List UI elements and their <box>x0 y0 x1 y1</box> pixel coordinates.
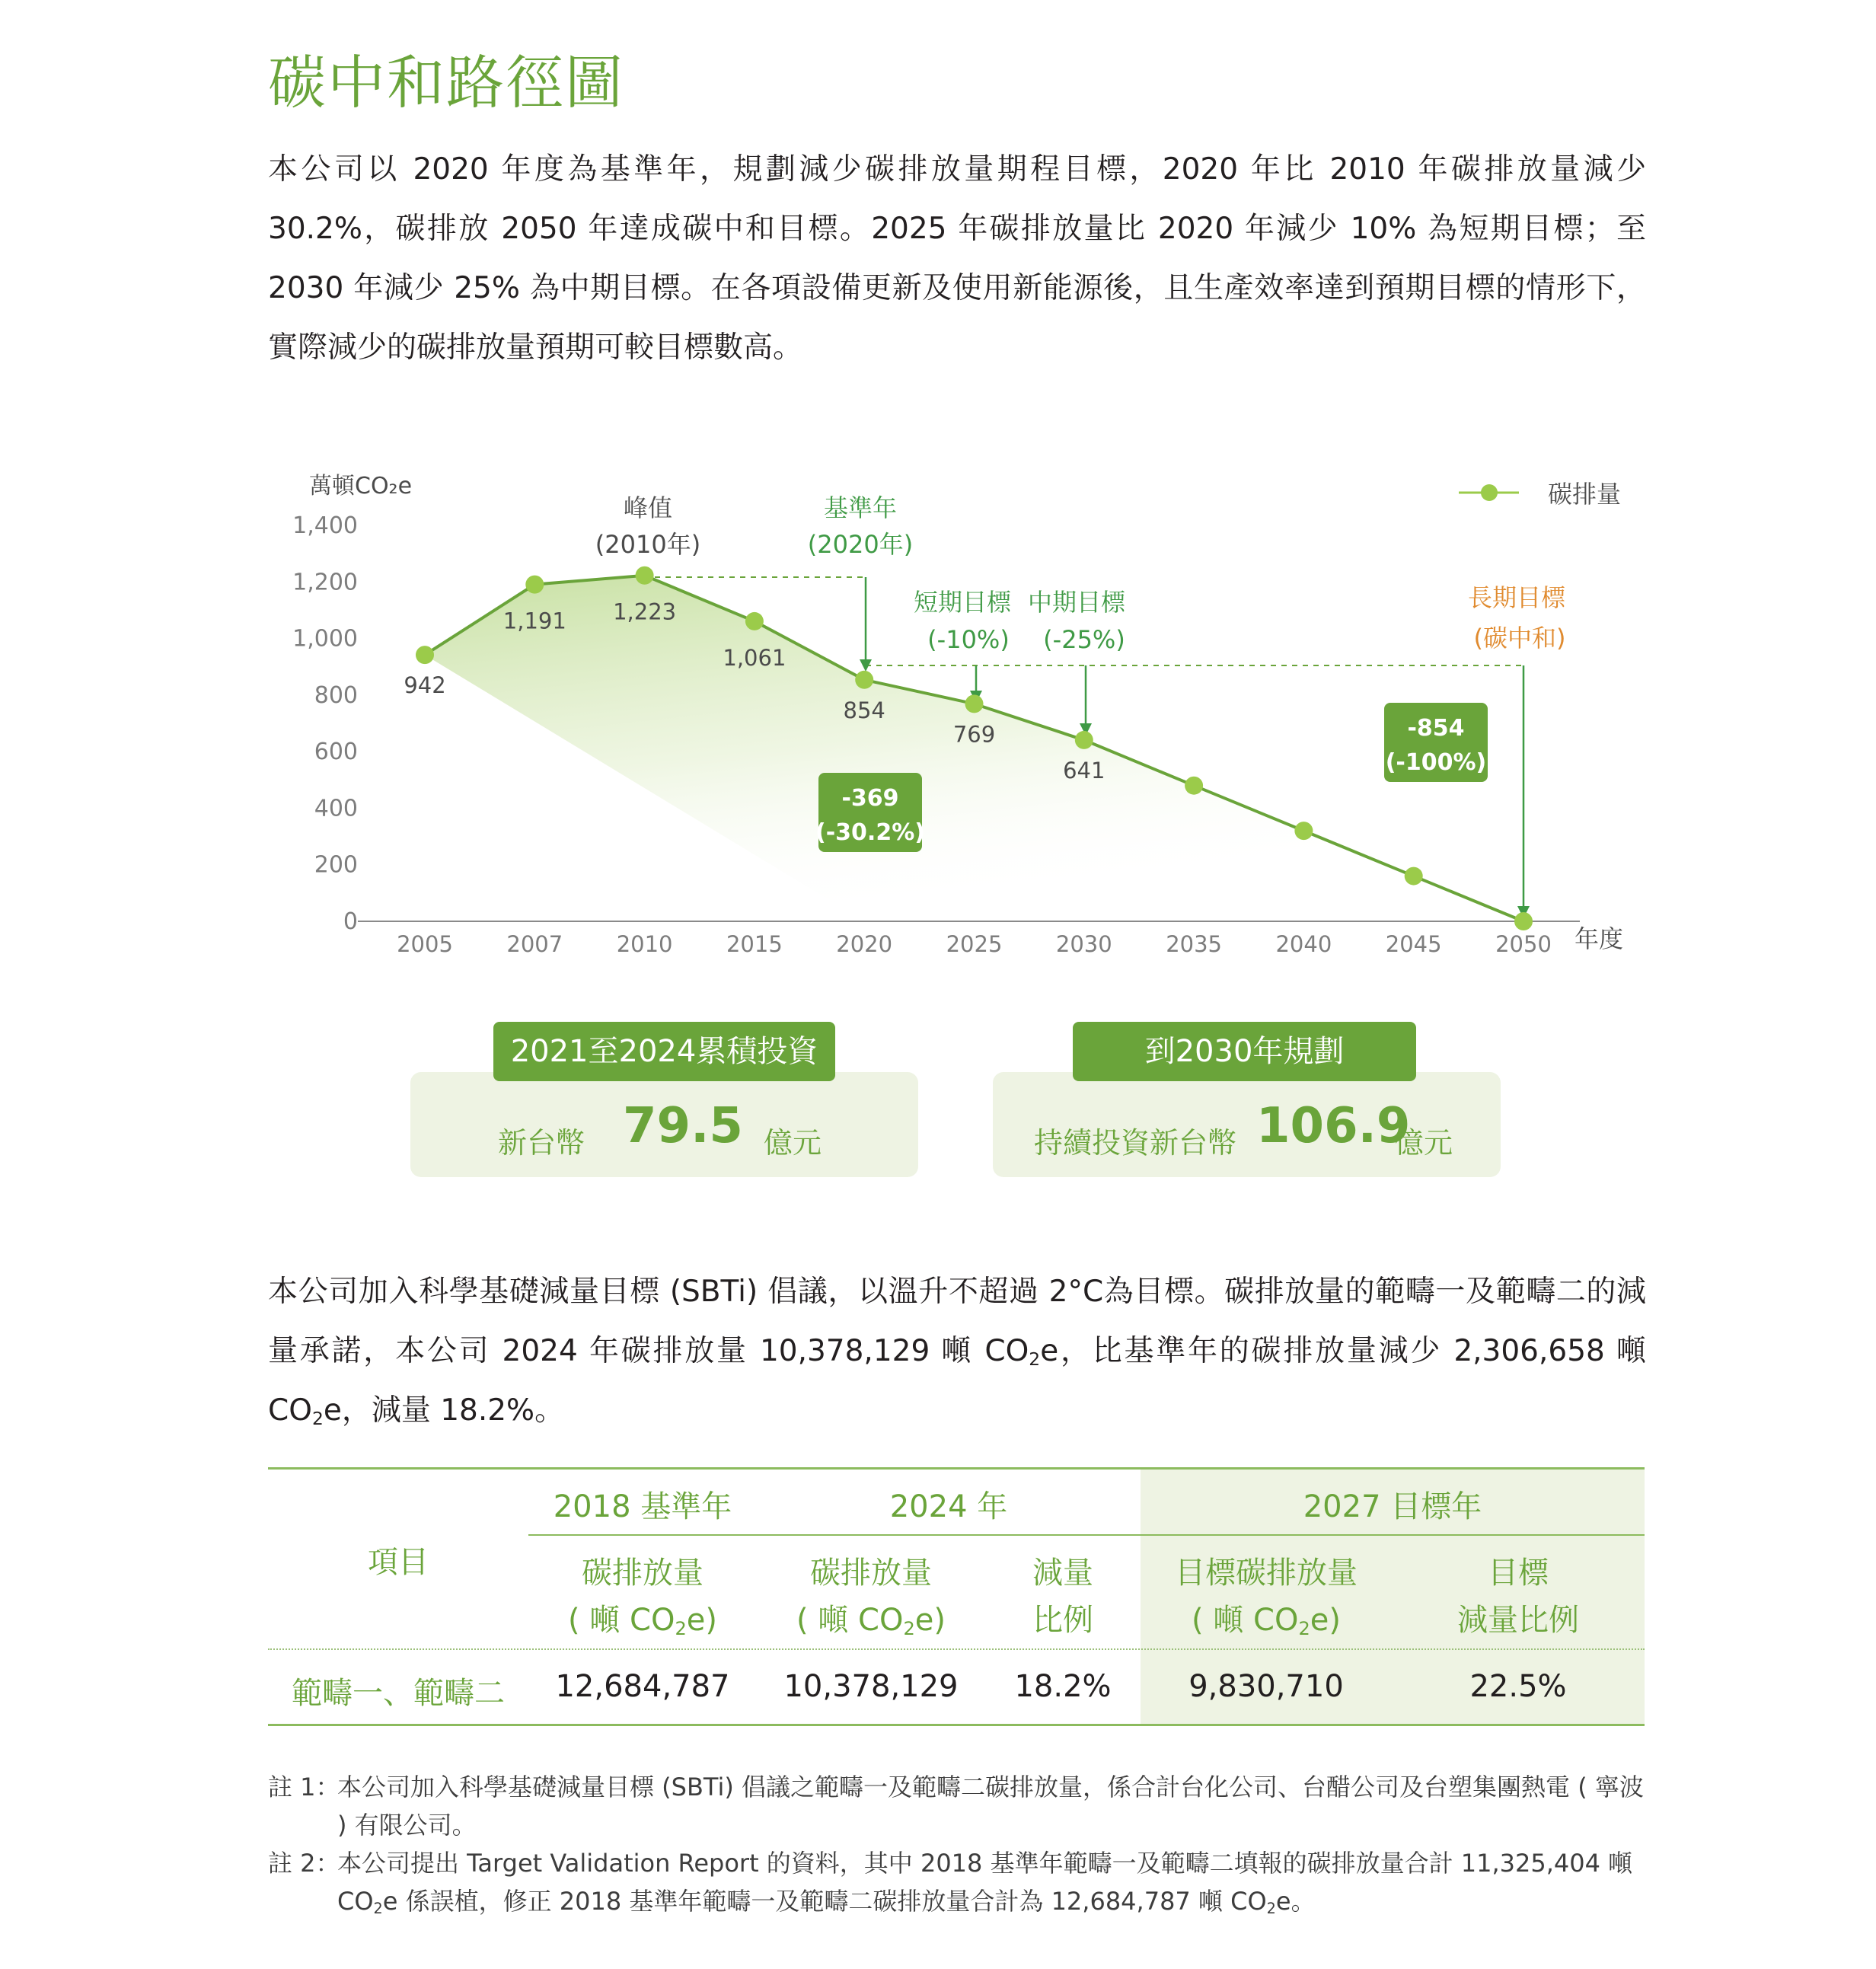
value-label: 641 <box>1063 757 1106 783</box>
investment-value-left: 79.5 <box>623 1098 743 1154</box>
table-top-rule <box>268 1467 1645 1470</box>
col-target-unit: ( 噸 $CO_2e$) <box>1192 1603 1341 1639</box>
reduction-box-2020-value: -369 <box>841 785 899 812</box>
y-tick-label: 800 <box>314 681 358 709</box>
group-2027-header: 2027 目標年 <box>1303 1489 1482 1524</box>
unit-text: ( 噸 CO <box>568 1603 675 1638</box>
data-point <box>745 612 764 630</box>
y-tick-label: 1,200 <box>292 569 358 596</box>
value-label: 1,061 <box>723 644 786 671</box>
x-tick-label: 2005 <box>397 931 453 957</box>
data-point <box>855 671 873 689</box>
sbti-text-b: e，比基準年的碳排放量減少 2,306,658 噸 CO <box>268 1334 1646 1428</box>
group-2018-header: 2018 基準年 <box>553 1489 732 1524</box>
investment-header-2030: 到2030年規劃 <box>1073 1022 1416 1081</box>
cell-target-ratio: 22.5% <box>1469 1669 1567 1704</box>
sbti-text-c: e，減量 18.2%。 <box>323 1393 565 1428</box>
y-tick-label: 200 <box>314 851 358 879</box>
long-term-arrow <box>1517 665 1530 918</box>
y-tick-label: 1,000 <box>292 625 358 653</box>
col-emission-2024: 碳排放量 <box>810 1556 932 1591</box>
short-term-label: 短期目標 <box>913 588 1012 617</box>
x-tick-label: 2007 <box>506 931 563 957</box>
reduction-box-2050-pct: (-100%) <box>1385 749 1487 776</box>
note-1-text: 本公司加入科學基礎減量目標 (SBTi) 倡議之範疇一及範疇二碳排放量，係合計台化公司、台醋公司及台塑集團熱電 ( 寧波 ) 有限公司。 <box>337 1773 1644 1840</box>
col-item-header: 項目 <box>368 1545 429 1580</box>
x-tick-label: 2015 <box>726 931 783 957</box>
value-label: 1,191 <box>502 608 566 634</box>
intro-paragraph: 本公司以 2020 年度為基準年，規劃減少碳排放量期程目標，2020 年比 2010 年碳排放量減少 30.2%，碳排放 2050 年達成碳中和目標。2025 年碳排放量比 2020 年減少 10% 為短期目標；至 2030 年減少 25% 為中期目標。在各項設備更新及使用新能源後，且生產效率達到預期目標的情形下，實際減少的碳排放量預期可較目標數高。 <box>268 152 1646 365</box>
col-target-ratio: 目標 <box>1488 1556 1549 1591</box>
mid-term-pct: (-25%) <box>1043 625 1125 654</box>
sub-2: 2 <box>1266 1899 1276 1917</box>
reduction-box-2020-pct: (-30.2%) <box>815 819 925 846</box>
legend-marker-icon <box>1481 484 1498 501</box>
x-tick-label: 2040 <box>1275 931 1332 957</box>
y-tick-label: 600 <box>314 739 358 766</box>
row-label-scope: 範疇一、範疇二 <box>292 1676 505 1711</box>
table-group-rule <box>528 1534 1645 1536</box>
note-2b: e 係誤植，修正 2018 基準年範疇一及範疇二碳排放量合計為 12,684,787 噸 CO <box>382 1887 1267 1916</box>
legend-label: 碳排量 <box>1548 480 1622 509</box>
unit-text: ( 噸 CO <box>796 1603 904 1638</box>
x-tick-label: 2050 <box>1495 931 1552 957</box>
sub-2: 2 <box>373 1899 383 1917</box>
unit-tail: e) <box>1310 1603 1341 1638</box>
sbti-paragraph <box>268 1262 1646 1441</box>
investment-header-2021-2024: 2021至2024累積投資 <box>493 1022 835 1081</box>
cell-reduction-ratio: 18.2% <box>1014 1669 1112 1704</box>
value-label: 942 <box>404 672 446 699</box>
reduction-box-2050-value: -854 <box>1407 715 1465 742</box>
sbti-text-a: 本公司加入科學基礎減量目標 (SBTi) 倡議，以溫升不超過 2°C為目標。碳排放量的範疇一及範疇二的減量承諾，本公司 2024 年碳排放量 10,378,129 噸 CO <box>268 1275 1646 1368</box>
x-tick-label: 2045 <box>1385 931 1442 957</box>
table-bottom-rule <box>268 1724 1645 1726</box>
table-header-divider <box>268 1648 1645 1650</box>
cell-2024-emission: 10,378,129 <box>783 1669 959 1704</box>
data-point <box>1185 777 1203 795</box>
base-arrow <box>860 577 872 672</box>
col-target-ratio-sub: 減量比例 <box>1457 1603 1579 1638</box>
short-term-pct: (-10%) <box>927 625 1010 654</box>
x-tick-label: 2020 <box>836 931 893 957</box>
col-unit-2018: ( 噸 $CO_2e$) <box>568 1603 717 1639</box>
y-tick-label: 0 <box>343 908 358 935</box>
col-emission-2018: 碳排放量 <box>582 1556 704 1591</box>
data-point <box>525 576 544 594</box>
data-point <box>1405 867 1423 886</box>
long-term-label: 長期目標 <box>1467 583 1566 612</box>
col-unit-2024: ( 噸 $CO_2e$) <box>796 1603 946 1639</box>
mid-term-arrow <box>1080 665 1092 736</box>
note-2c: e。 <box>1275 1887 1316 1916</box>
long-term-sub: (碳中和) <box>1473 624 1566 653</box>
x-axis-title: 年度 <box>1574 924 1624 953</box>
col-reduction: 減量 <box>1032 1556 1093 1591</box>
data-point <box>416 646 434 664</box>
y-tick-label: 1,400 <box>292 512 358 539</box>
y-axis-title: 萬頓CO₂e <box>309 473 413 499</box>
x-tick-label: 2030 <box>1055 931 1112 957</box>
value-label: 769 <box>952 721 996 748</box>
unit-tail: e) <box>686 1603 717 1638</box>
data-point <box>1514 912 1533 930</box>
data-point <box>965 694 984 713</box>
sub-2: 2 <box>1029 1348 1041 1370</box>
note-2-head: 註 2： <box>268 1849 340 1878</box>
value-label: 1,223 <box>613 598 677 625</box>
unit-text: ( 噸 CO <box>1192 1603 1299 1638</box>
x-tick-label: 2035 <box>1166 931 1223 957</box>
data-point <box>636 566 654 585</box>
col-target-emission: 目標碳排放量 <box>1175 1556 1358 1591</box>
investment-prefix-left: 新台幣 <box>498 1126 585 1160</box>
investment-unit-right: 億元 <box>1395 1126 1453 1160</box>
cell-target-emission: 9,830,710 <box>1188 1669 1344 1704</box>
note-2-text <box>337 1844 1645 1920</box>
cell-2018-emission: 12,684,787 <box>555 1669 730 1704</box>
note-2a: 本公司提出 Target Validation Report 的資料，其中 2018 基準年範疇一及範疇二填報的碳排放量合計 11,325,404 噸 CO <box>337 1849 1633 1916</box>
investment-unit-left: 億元 <box>764 1126 822 1160</box>
data-point <box>1075 731 1093 749</box>
peak-year-label: (2010年) <box>595 530 701 559</box>
data-point <box>1294 822 1313 840</box>
sub-2: 2 <box>311 1407 324 1429</box>
unit-tail: e) <box>914 1603 946 1638</box>
chart-legend <box>1459 480 1621 509</box>
col-reduction-ratio: 比例 <box>1032 1603 1093 1638</box>
y-tick-label: 400 <box>314 795 358 822</box>
x-tick-label: 2025 <box>946 931 1003 957</box>
value-label: 854 <box>843 697 885 723</box>
base-year-label: 基準年 <box>823 493 898 522</box>
group-2024-header: 2024 年 <box>889 1489 1008 1524</box>
x-tick-label: 2010 <box>616 931 673 957</box>
mid-term-label: 中期目標 <box>1027 588 1126 617</box>
peak-label: 峰值 <box>623 493 673 522</box>
note-1-head: 註 1： <box>268 1773 340 1801</box>
page-title: 碳中和路徑圖 <box>268 49 624 116</box>
investment-value-right: 106.9 <box>1256 1098 1411 1154</box>
base-year-sub: (2020年) <box>807 530 914 559</box>
investment-prefix-right: 持續投資新台幣 <box>1034 1126 1237 1160</box>
